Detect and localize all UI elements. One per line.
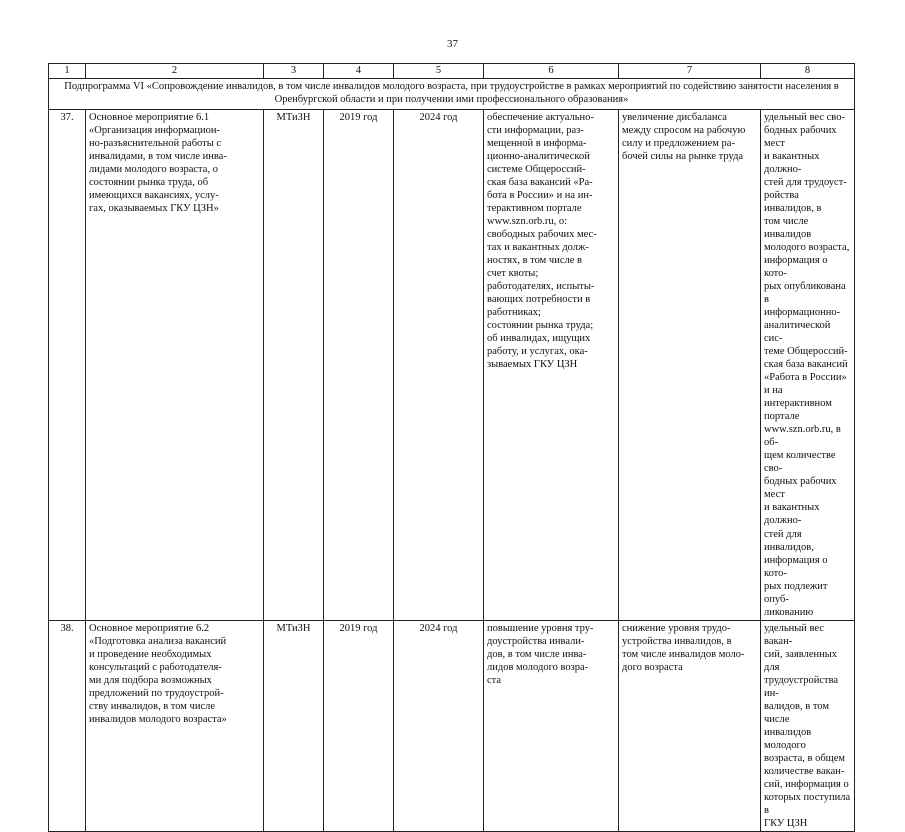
measure-name: Основное мероприятие 6.1 «Организация информацион- но-разъяснительной работы с инвалидами, в том числе инва- лидами молодого возраста, о состоянии рынка труда, об имеющихся вакансиях, услу- гах, оказываемых ГКУ ЦЗН»	[86, 110, 264, 621]
start-year: 2019 год	[324, 110, 394, 621]
executor: МТиЗН	[264, 620, 324, 831]
table-row	[49, 110, 855, 621]
end-year: 2024 год	[394, 620, 484, 831]
subprogram-row	[49, 79, 855, 110]
column-number: 5	[394, 64, 484, 79]
column-number: 8	[761, 64, 855, 79]
subprogram-title: Подпрограмма VI «Сопровождение инвалидов, в том числе инвалидов молодого возраста, при трудоустройстве в рамках мероприятий по содействию занятости населения в Оренбургской области и при получении ими профессионального образования»	[49, 79, 855, 110]
measures-table	[48, 63, 855, 832]
column-numbers-row	[49, 64, 855, 79]
page-number: 37	[447, 38, 458, 50]
start-year: 2019 год	[324, 620, 394, 831]
indicator: удельный вес вакан- сий, заявленных для трудоустройства ин- валидов, в том числе инвалидов молодого возраста, в общем количестве вакан- сий, информация о которых поступила в ГКУ ЦЗН	[761, 620, 855, 831]
expected-result: повышение уровня тру- доустройства инвали- дов, в том числе инва- лидов молодого возра- ста	[484, 620, 619, 831]
column-number: 7	[619, 64, 761, 79]
row-number: 37.	[49, 110, 86, 621]
measure-name: Основное мероприятие 6.2 «Подготовка анализа вакансий и проведение необходимых консультаций с работодателя- ми для подбора возможных предложений по трудоустрой- ству инвалидов, в том числе инвалидов молодого возраста»	[86, 620, 264, 831]
table-row	[49, 620, 855, 831]
end-year: 2024 год	[394, 110, 484, 621]
non-implementation-consequences: снижение уровня трудо- устройства инвалидов, в том числе инвалидов моло- дого возраста	[619, 620, 761, 831]
column-number: 2	[86, 64, 264, 79]
column-number: 3	[264, 64, 324, 79]
non-implementation-consequences: увеличение дисбаланса между спросом на рабочую силу и предложением ра- бочей силы на рынке труда	[619, 110, 761, 621]
column-number: 6	[484, 64, 619, 79]
expected-result: обеспечение актуально- сти информации, раз- мещенной в информа- ционно-аналитической системе Общероссий- ская база вакансий «Ра- бота в России» и на ин- терактивном портале www.szn.orb.ru, о: свободных рабочих мес- тах и вакантных долж- ностях, в том числе в счет квоты; работодателях, испыты- вающих потребности в работниках; состоянии рынка труда; об инвалидах, ищущих работу, и услугах, ока- зываемых ГКУ ЦЗН	[484, 110, 619, 621]
column-number: 1	[49, 64, 86, 79]
row-number: 38.	[49, 620, 86, 831]
executor: МТиЗН	[264, 110, 324, 621]
indicator: удельный вес сво- бодных рабочих мест и вакантных должно- стей для трудоуст- ройства инвалидов, в том числе инвалидов молодого возраста, информация о кото- рых опубликована в информационно- аналитической сис- теме Общероссий- ская база вакансий «Работа в России» и на интерактивном портале www.szn.orb.ru, в об- щем количестве сво- бодных рабочих мест и вакантных должно- стей для инвалидов, информация о кото- рых подлежит опуб- ликованию	[761, 110, 855, 621]
column-number: 4	[324, 64, 394, 79]
